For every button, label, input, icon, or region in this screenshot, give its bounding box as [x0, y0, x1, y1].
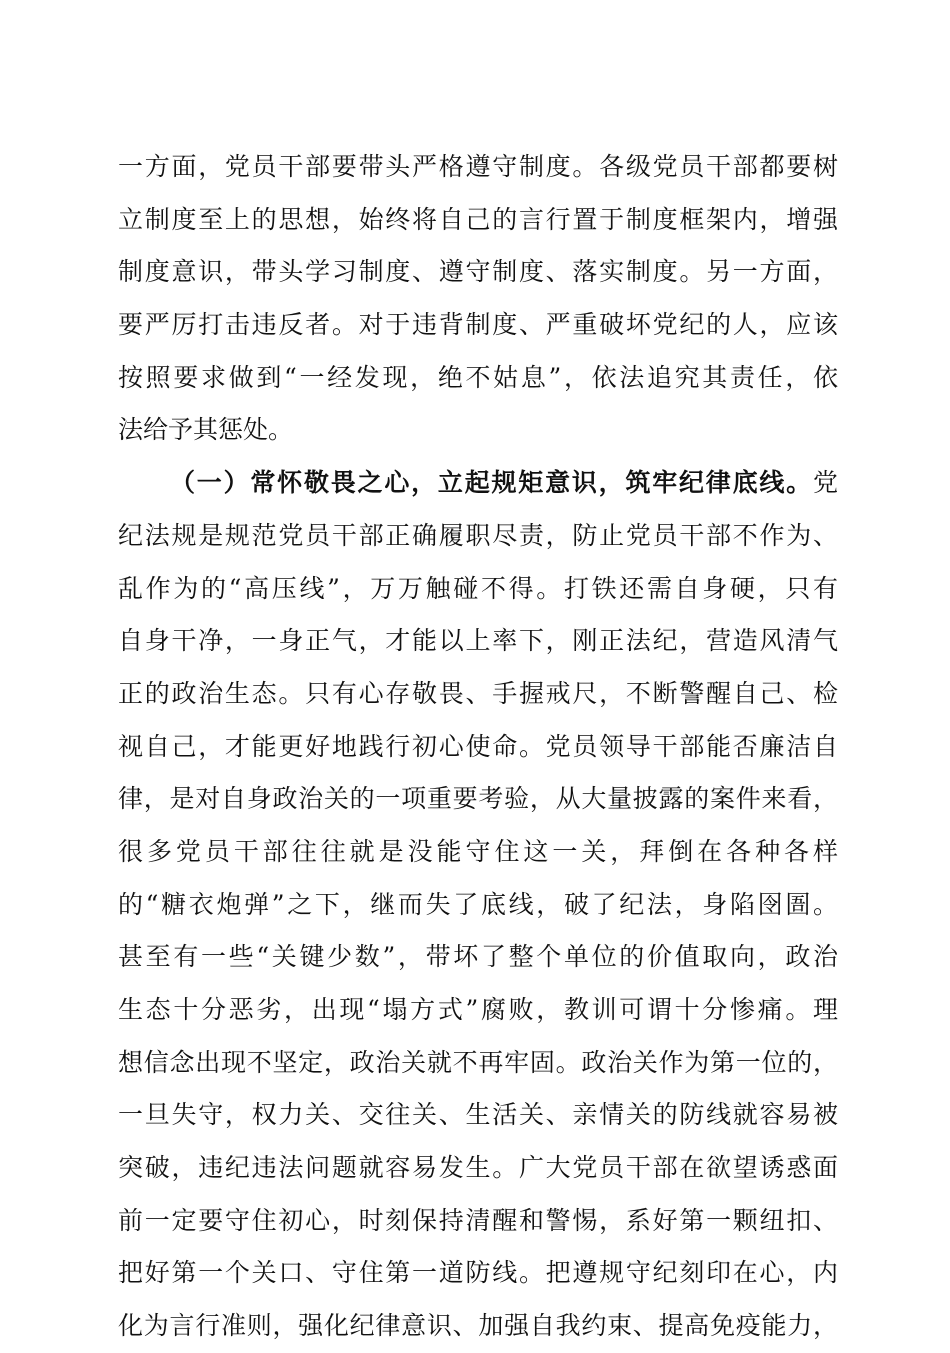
text-line: 自身干净，一身正气，才能以上率下，刚正法纪，营造风清气	[118, 626, 838, 656]
text-line: 法给予其惩处。	[118, 415, 294, 445]
text-line: 前一定要守住初心，时刻保持清醒和警惕，系好第一颗纽扣、	[118, 1205, 838, 1235]
heading-line-rest: 党	[812, 468, 838, 498]
text-line: 生态十分恶劣，出现“塌方式”腐败，教训可谓十分惨痛。理	[118, 995, 838, 1024]
text-line: 很多党员干部往往就是没能守住这一关，拜倒在各种各样	[118, 836, 838, 866]
text-line: 突破，违纪违法问题就容易发生。广大党员干部在欲望诱惑面	[118, 1153, 838, 1183]
text-line: 化为言行准则，强化纪律意识、加强自我约束、提高免疫能力，	[118, 1311, 838, 1341]
paragraph-2	[118, 457, 838, 1353]
text-line: 立制度至上的思想，始终将自己的言行置于制度框架内，增强	[118, 204, 838, 234]
text-line: 要严厉打击违反者。对于违背制度、严重破坏党纪的人，应该	[118, 310, 838, 340]
heading-line	[118, 457, 838, 510]
body-text	[118, 141, 838, 1353]
text-line: 甚至有一些“关键少数”，带坏了整个单位的价值取向，政治	[118, 942, 838, 972]
text-line: 的“糖衣炮弹”之下，继而失了底线，破了纪法，身陷囹圄。	[118, 889, 838, 919]
text-line: 制度意识，带头学习制度、遵守制度、落实制度。另一方面，	[118, 257, 838, 287]
text-line: 纪法规是规范党员干部正确履职尽责，防止党员干部不作为、	[118, 520, 838, 550]
text-line: 想信念出现不坚定，政治关就不再牢固。政治关作为第一位的，	[118, 1047, 838, 1077]
text-line: 乱作为的“高压线”，万万触碰不得。打铁还需自身硬，只有	[118, 573, 838, 603]
text-line: 正的政治生态。只有心存敬畏、手握戒尺，不断警醒自己、检	[118, 678, 838, 708]
section-heading: （一）常怀敬畏之心，立起规矩意识，筑牢纪律底线。	[170, 468, 813, 498]
text-line: 一旦失守，权力关、交往关、生活关、亲情关的防线就容易被	[118, 1100, 838, 1130]
text-line: 把好第一个关口、守住第一道防线。把遵规守纪刻印在心，内	[118, 1258, 838, 1288]
text-line: 律，是对自身政治关的一项重要考验，从大量披露的案件来看，	[118, 784, 838, 814]
text-line: 一方面，党员干部要带头严格遵守制度。各级党员干部都要树	[118, 152, 838, 181]
paragraph-1	[118, 141, 838, 457]
text-line: 按照要求做到“一经发现，绝不姑息”，依法追究其责任，依	[118, 362, 838, 392]
text-line: 视自己，才能更好地践行初心使命。党员领导干部能否廉洁自	[118, 731, 838, 761]
